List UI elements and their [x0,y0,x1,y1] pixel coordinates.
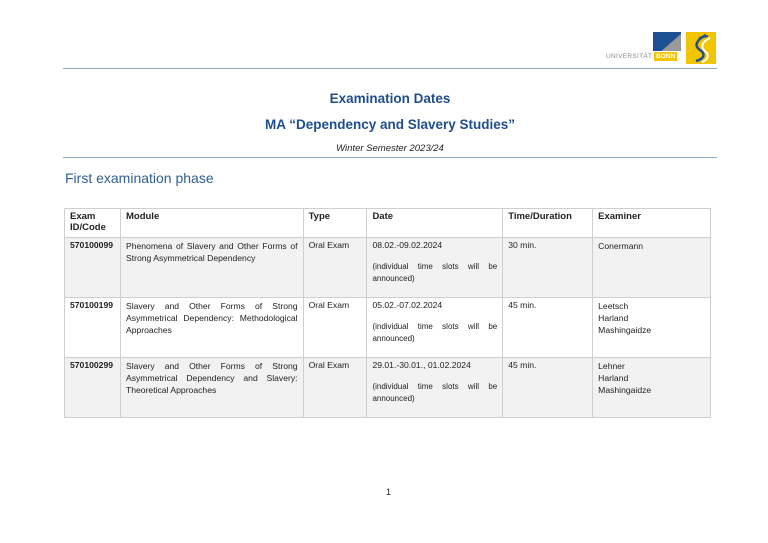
logo-square-icon [653,32,681,51]
exam-table [64,208,711,418]
exam-date: 29.01.-30.01., 01.02.2024 [372,360,471,370]
examiner-cell [593,238,711,298]
exam-type: Oral Exam [303,298,367,358]
header-code: Exam ID/Code [65,209,121,238]
exam-date-cell [367,358,503,418]
date-note: (individual time slots will be announced) [372,262,498,283]
examiner-name: Mashingaidze [598,325,652,335]
exam-code: 570100199 [65,298,121,358]
header-module: Module [120,209,303,238]
header-examiner: Examiner [593,209,711,238]
exam-code: 570100099 [65,238,121,298]
exam-duration: 30 min. [503,238,593,298]
document-title: Examination Dates [329,91,451,106]
module-name: Slavery and Other Forms of Strong Asymmetrical Dependency: Methodological Approaches [120,298,303,358]
exam-duration: 45 min. [503,358,593,418]
exam-date-cell [367,298,503,358]
examiner-cell [593,358,711,418]
module-name: Phenomena of Slavery and Other Forms of Strong Asymmetrical Dependency [120,238,303,298]
examiner-name: Harland [598,373,629,383]
examiner-cell [593,298,711,358]
header-divider [63,68,717,69]
date-note: (individual time slots will be announced) [372,322,498,343]
table-row [65,358,711,418]
exam-duration: 45 min. [503,298,593,358]
exam-code: 570100299 [65,358,121,418]
program-title: MA “Dependency and Slavery Studies” [264,117,516,132]
logo-emblem-icon [686,32,716,64]
subtitle-divider [63,157,717,158]
table-row [65,238,711,298]
examiner-name: Mashingaidze [598,385,652,395]
header-date: Date [367,209,503,238]
module-name: Slavery and Other Forms of Strong Asymmetrical Dependency and Slavery: Theoretical Approaches [120,358,303,418]
exam-date: 08.02.-09.02.2024 [372,240,443,250]
exam-date: 05.02.-07.02.2024 [372,300,443,310]
date-note: (individual time slots will be announced) [372,382,498,403]
exam-type: Oral Exam [303,238,367,298]
section-heading: First examination phase [65,170,214,186]
logo-bonn-text: BONN [656,53,676,60]
header-type: Type [303,209,367,238]
page-number: 1 [386,487,392,497]
examiner-name: Conermann [598,241,644,251]
examiner-name: Lehner [598,361,625,371]
university-logo [606,32,716,64]
exam-date-cell [367,238,503,298]
header-duration: Time/Duration [503,209,593,238]
logo-university-text: UNIVERSITÄT [606,53,653,60]
examiner-name: Harland [598,313,629,323]
table-header-row [65,209,711,238]
table-row [65,298,711,358]
exam-type: Oral Exam [303,358,367,418]
semester-subtitle: Winter Semester 2023/24 [336,143,444,154]
examiner-name: Leetsch [598,301,629,311]
